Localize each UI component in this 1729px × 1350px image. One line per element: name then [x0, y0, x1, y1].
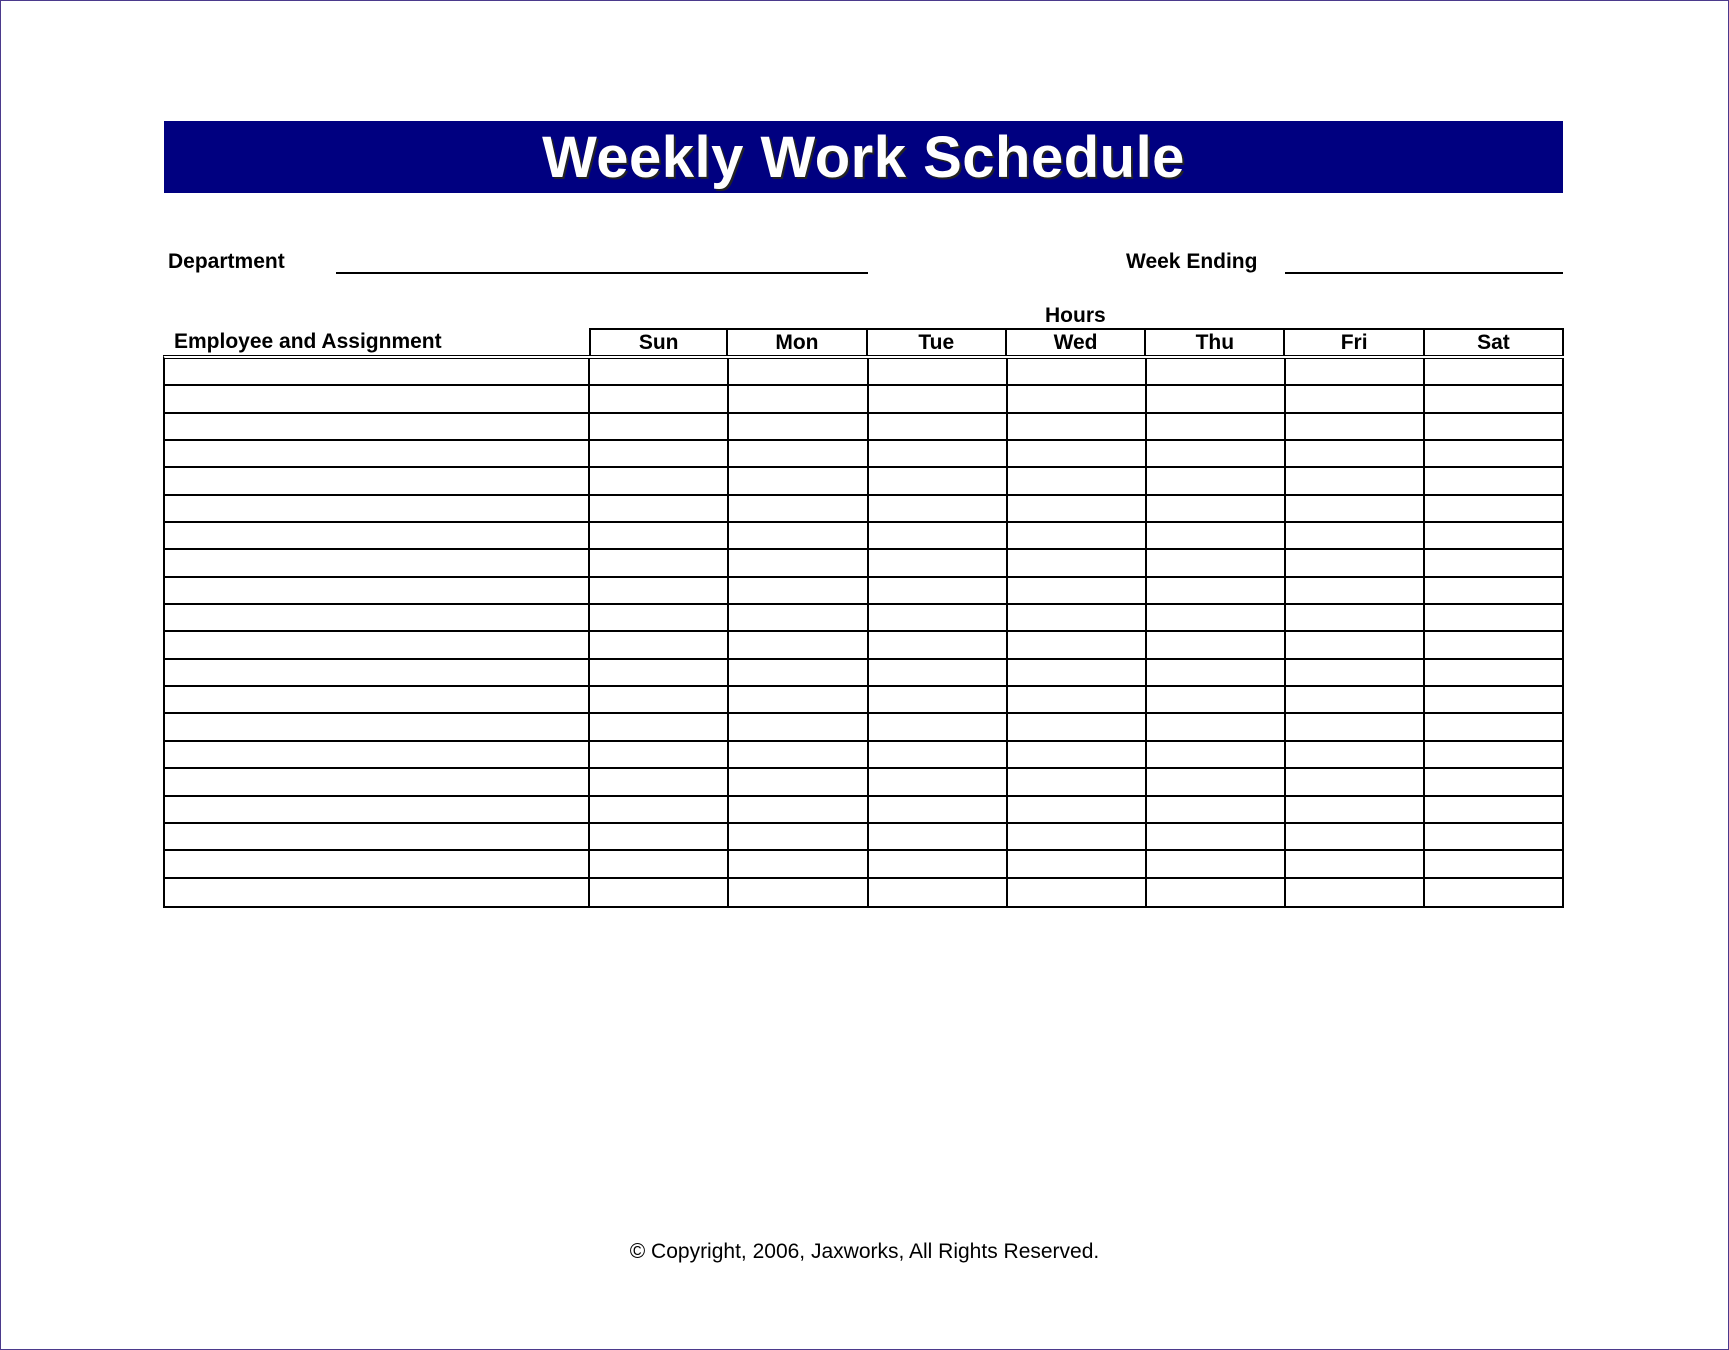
hours-cell-sat[interactable]	[1425, 550, 1564, 575]
table-row	[165, 660, 1564, 687]
hours-cell-fri[interactable]	[1286, 359, 1425, 384]
hours-cell-tue[interactable]	[869, 742, 1008, 767]
hours-cell-fri[interactable]	[1286, 769, 1425, 794]
hours-cell-fri[interactable]	[1286, 632, 1425, 657]
hours-cell-mon[interactable]	[729, 632, 868, 657]
table-row	[165, 468, 1564, 495]
hours-cell-tue[interactable]	[869, 879, 1008, 906]
hours-cell-wed[interactable]	[1008, 496, 1147, 521]
hours-cell-thu[interactable]	[1147, 742, 1286, 767]
hours-cell-thu[interactable]	[1147, 824, 1286, 849]
employee-assignment-cell[interactable]	[165, 605, 590, 630]
hours-cell-tue[interactable]	[869, 824, 1008, 849]
hours-cell-fri[interactable]	[1286, 797, 1425, 822]
hours-cell-sat[interactable]	[1425, 797, 1564, 822]
hours-cell-sun[interactable]	[590, 496, 729, 521]
table-row	[165, 824, 1564, 851]
hours-label: Hours	[1045, 304, 1106, 327]
hours-cell-mon[interactable]	[729, 797, 868, 822]
hours-cell-sun[interactable]	[590, 414, 729, 439]
hours-cell-thu[interactable]	[1147, 414, 1286, 439]
employee-assignment-cell[interactable]	[165, 496, 590, 521]
hours-cell-wed[interactable]	[1008, 523, 1147, 548]
hours-cell-sun[interactable]	[590, 824, 729, 849]
table-row	[165, 523, 1564, 550]
hours-cell-mon[interactable]	[729, 468, 868, 493]
page-title: Weekly Work Schedule	[542, 124, 1185, 190]
schedule-table	[163, 355, 1564, 908]
hours-cell-tue[interactable]	[869, 632, 1008, 657]
hours-cell-mon[interactable]	[729, 769, 868, 794]
table-row	[165, 714, 1564, 741]
hours-cell-tue[interactable]	[869, 687, 1008, 712]
hours-cell-thu[interactable]	[1147, 578, 1286, 603]
hours-cell-mon[interactable]	[729, 523, 868, 548]
hours-cell-sat[interactable]	[1425, 441, 1564, 466]
hours-cell-tue[interactable]	[869, 359, 1008, 384]
copyright-footer: © Copyright, 2006, Jaxworks, All Rights Reserved.	[629, 1240, 1100, 1263]
hours-cell-wed[interactable]	[1008, 414, 1147, 439]
employee-assignment-cell[interactable]	[165, 824, 590, 849]
hours-cell-sun[interactable]	[590, 879, 729, 906]
hours-cell-sat[interactable]	[1425, 824, 1564, 849]
department-label: Department	[168, 250, 285, 273]
table-row	[165, 687, 1564, 714]
day-header-sun: Sun	[589, 328, 728, 355]
day-header-thu: Thu	[1146, 328, 1285, 355]
employee-assignment-cell[interactable]	[165, 769, 590, 794]
table-row	[165, 797, 1564, 824]
hours-cell-wed[interactable]	[1008, 769, 1147, 794]
hours-cell-thu[interactable]	[1147, 687, 1286, 712]
hours-cell-mon[interactable]	[729, 742, 868, 767]
title-banner	[164, 121, 1563, 193]
hours-cell-sun[interactable]	[590, 605, 729, 630]
table-row	[165, 550, 1564, 577]
hours-cell-thu[interactable]	[1147, 468, 1286, 493]
table-row	[165, 496, 1564, 523]
day-header-mon: Mon	[728, 328, 867, 355]
hours-cell-thu[interactable]	[1147, 386, 1286, 411]
hours-cell-thu[interactable]	[1147, 769, 1286, 794]
table-row	[165, 742, 1564, 769]
department-field[interactable]	[336, 272, 868, 274]
hours-cell-sun[interactable]	[590, 660, 729, 685]
hours-cell-wed[interactable]	[1008, 851, 1147, 876]
hours-cell-mon[interactable]	[729, 605, 868, 630]
hours-cell-thu[interactable]	[1147, 496, 1286, 521]
hours-cell-sat[interactable]	[1425, 468, 1564, 493]
hours-cell-fri[interactable]	[1286, 879, 1425, 906]
hours-cell-tue[interactable]	[869, 468, 1008, 493]
employee-assignment-cell[interactable]	[165, 714, 590, 739]
hours-cell-tue[interactable]	[869, 414, 1008, 439]
hours-cell-fri[interactable]	[1286, 441, 1425, 466]
hours-cell-mon[interactable]	[729, 359, 868, 384]
table-row	[165, 578, 1564, 605]
hours-cell-mon[interactable]	[729, 687, 868, 712]
hours-cell-sun[interactable]	[590, 797, 729, 822]
employee-assignment-cell[interactable]	[165, 851, 590, 876]
hours-cell-tue[interactable]	[869, 660, 1008, 685]
hours-cell-thu[interactable]	[1147, 879, 1286, 906]
hours-cell-thu[interactable]	[1147, 359, 1286, 384]
hours-cell-fri[interactable]	[1286, 742, 1425, 767]
hours-cell-thu[interactable]	[1147, 605, 1286, 630]
hours-cell-mon[interactable]	[729, 550, 868, 575]
employee-assignment-header: Employee and Assignment	[174, 330, 442, 353]
hours-cell-mon[interactable]	[729, 824, 868, 849]
hours-cell-fri[interactable]	[1286, 851, 1425, 876]
employee-assignment-cell[interactable]	[165, 414, 590, 439]
hours-cell-wed[interactable]	[1008, 797, 1147, 822]
hours-cell-sun[interactable]	[590, 523, 729, 548]
hours-cell-tue[interactable]	[869, 386, 1008, 411]
employee-assignment-cell[interactable]	[165, 742, 590, 767]
hours-cell-mon[interactable]	[729, 578, 868, 603]
day-header-sat: Sat	[1425, 328, 1564, 355]
hours-cell-sun[interactable]	[590, 714, 729, 739]
table-row	[165, 851, 1564, 878]
hours-cell-tue[interactable]	[869, 797, 1008, 822]
hours-cell-sun[interactable]	[590, 441, 729, 466]
hours-cell-sun[interactable]	[590, 468, 729, 493]
table-row	[165, 441, 1564, 468]
employee-assignment-cell[interactable]	[165, 523, 590, 548]
employee-assignment-cell[interactable]	[165, 879, 590, 906]
employee-assignment-cell[interactable]	[165, 660, 590, 685]
hours-cell-thu[interactable]	[1147, 523, 1286, 548]
hours-cell-mon[interactable]	[729, 386, 868, 411]
hours-cell-wed[interactable]	[1008, 632, 1147, 657]
hours-cell-tue[interactable]	[869, 578, 1008, 603]
employee-assignment-cell[interactable]	[165, 468, 590, 493]
hours-cell-thu[interactable]	[1147, 660, 1286, 685]
hours-cell-tue[interactable]	[869, 769, 1008, 794]
employee-assignment-cell[interactable]	[165, 578, 590, 603]
hours-cell-sat[interactable]	[1425, 687, 1564, 712]
hours-cell-wed[interactable]	[1008, 386, 1147, 411]
hours-cell-fri[interactable]	[1286, 660, 1425, 685]
hours-cell-fri[interactable]	[1286, 414, 1425, 439]
hours-cell-sun[interactable]	[590, 851, 729, 876]
hours-cell-thu[interactable]	[1147, 714, 1286, 739]
hours-cell-wed[interactable]	[1008, 605, 1147, 630]
hours-cell-sun[interactable]	[590, 359, 729, 384]
employee-assignment-cell[interactable]	[165, 441, 590, 466]
hours-cell-sun[interactable]	[590, 632, 729, 657]
hours-cell-wed[interactable]	[1008, 714, 1147, 739]
hours-cell-wed[interactable]	[1008, 687, 1147, 712]
hours-cell-thu[interactable]	[1147, 632, 1286, 657]
hours-cell-sat[interactable]	[1425, 386, 1564, 411]
hours-cell-sat[interactable]	[1425, 769, 1564, 794]
table-row	[165, 769, 1564, 796]
employee-assignment-cell[interactable]	[165, 550, 590, 575]
table-row	[165, 359, 1564, 386]
hours-cell-fri[interactable]	[1286, 496, 1425, 521]
table-row	[165, 879, 1564, 906]
day-header-fri: Fri	[1285, 328, 1424, 355]
hours-cell-thu[interactable]	[1147, 550, 1286, 575]
hours-cell-mon[interactable]	[729, 660, 868, 685]
hours-cell-fri[interactable]	[1286, 550, 1425, 575]
hours-cell-wed[interactable]	[1008, 359, 1147, 384]
hours-cell-fri[interactable]	[1286, 578, 1425, 603]
employee-assignment-cell[interactable]	[165, 632, 590, 657]
employee-assignment-cell[interactable]	[165, 687, 590, 712]
employee-assignment-cell[interactable]	[165, 386, 590, 411]
table-row	[165, 632, 1564, 659]
week-ending-label: Week Ending	[1126, 250, 1258, 273]
hours-cell-sat[interactable]	[1425, 359, 1564, 384]
hours-cell-sat[interactable]	[1425, 742, 1564, 767]
hours-cell-fri[interactable]	[1286, 468, 1425, 493]
day-header-wed: Wed	[1007, 328, 1146, 355]
hours-cell-tue[interactable]	[869, 550, 1008, 575]
hours-cell-sat[interactable]	[1425, 879, 1564, 906]
hours-cell-wed[interactable]	[1008, 578, 1147, 603]
hours-cell-fri[interactable]	[1286, 687, 1425, 712]
hours-cell-sat[interactable]	[1425, 605, 1564, 630]
hours-cell-tue[interactable]	[869, 496, 1008, 521]
day-header-tue: Tue	[868, 328, 1007, 355]
hours-cell-mon[interactable]	[729, 414, 868, 439]
hours-cell-fri[interactable]	[1286, 714, 1425, 739]
hours-cell-fri[interactable]	[1286, 523, 1425, 548]
table-row	[165, 414, 1564, 441]
week-ending-field[interactable]	[1285, 272, 1563, 274]
hours-cell-tue[interactable]	[869, 523, 1008, 548]
hours-cell-sun[interactable]	[590, 550, 729, 575]
hours-cell-wed[interactable]	[1008, 550, 1147, 575]
table-row	[165, 605, 1564, 632]
hours-cell-fri[interactable]	[1286, 605, 1425, 630]
hours-cell-sat[interactable]	[1425, 523, 1564, 548]
hours-cell-thu[interactable]	[1147, 441, 1286, 466]
hours-cell-tue[interactable]	[869, 441, 1008, 466]
hours-cell-sun[interactable]	[590, 578, 729, 603]
hours-cell-sun[interactable]	[590, 742, 729, 767]
hours-cell-wed[interactable]	[1008, 468, 1147, 493]
hours-cell-wed[interactable]	[1008, 441, 1147, 466]
hours-cell-sat[interactable]	[1425, 496, 1564, 521]
hours-cell-tue[interactable]	[869, 605, 1008, 630]
hours-cell-sat[interactable]	[1425, 851, 1564, 876]
hours-cell-tue[interactable]	[869, 851, 1008, 876]
hours-cell-wed[interactable]	[1008, 824, 1147, 849]
hours-cell-thu[interactable]	[1147, 851, 1286, 876]
hours-cell-sun[interactable]	[590, 769, 729, 794]
hours-cell-wed[interactable]	[1008, 660, 1147, 685]
hours-cell-wed[interactable]	[1008, 742, 1147, 767]
hours-cell-sat[interactable]	[1425, 578, 1564, 603]
hours-cell-thu[interactable]	[1147, 797, 1286, 822]
hours-cell-mon[interactable]	[729, 714, 868, 739]
employee-assignment-cell[interactable]	[165, 797, 590, 822]
hours-cell-sat[interactable]	[1425, 714, 1564, 739]
hours-cell-sun[interactable]	[590, 687, 729, 712]
hours-cell-sun[interactable]	[590, 386, 729, 411]
hours-cell-fri[interactable]	[1286, 386, 1425, 411]
hours-cell-fri[interactable]	[1286, 824, 1425, 849]
employee-assignment-cell[interactable]	[165, 359, 590, 384]
hours-cell-mon[interactable]	[729, 851, 868, 876]
hours-cell-sat[interactable]	[1425, 414, 1564, 439]
hours-cell-tue[interactable]	[869, 714, 1008, 739]
hours-cell-sat[interactable]	[1425, 660, 1564, 685]
hours-cell-mon[interactable]	[729, 496, 868, 521]
day-header-row	[589, 328, 1564, 355]
hours-cell-mon[interactable]	[729, 879, 868, 906]
hours-cell-wed[interactable]	[1008, 879, 1147, 906]
hours-cell-mon[interactable]	[729, 441, 868, 466]
hours-cell-sat[interactable]	[1425, 632, 1564, 657]
table-row	[165, 386, 1564, 413]
